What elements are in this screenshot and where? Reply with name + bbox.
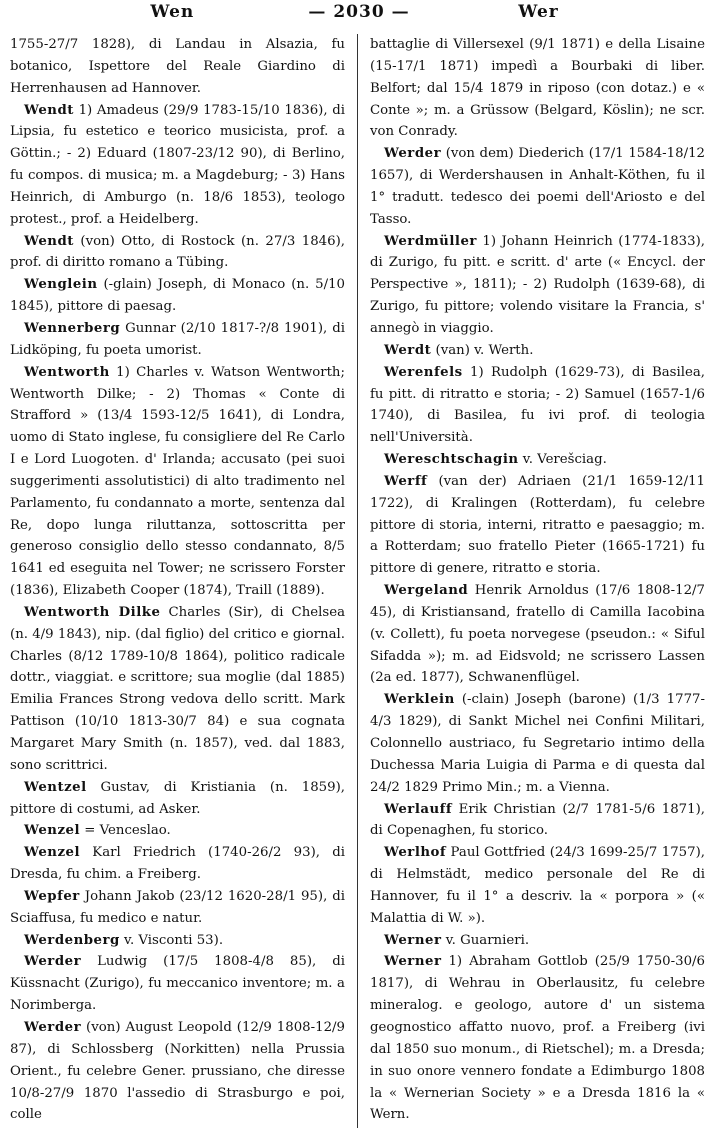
entry-headword: Wendt [24, 233, 74, 249]
entry-text: Gustav, di Kristiania (n. 1859), pittore di costumi, ad Asker. [10, 779, 345, 817]
entry-text: 1) Abraham Gottlob (25/9 1750-30/6 1817), di Wehrau in Oberlausitz, fu celebre mineralog. e geologo, autore d' un sistema geognostico affatto nuovo, prof. a Freiberg (ivi dal 1850 suo monum., di Rietschel); m. a Dresda; in suo onore vennero fondate a Edimburgo 1808 la « Wernerian Society » e a Dresda 1816 la « Wern. [370, 954, 705, 1123]
entry-continuation [370, 34, 705, 143]
dictionary-entry [370, 143, 705, 230]
entry-text: = Venceslao. [84, 823, 171, 839]
dictionary-entry [10, 1017, 345, 1126]
entry-headword: Wenglein [24, 277, 98, 293]
entry-text: battaglie di Villersexel (9/1 1871) e della Lisaine (15-17/1 1871) impedì a Bourbaki di liber. Belfort; dal 15/4 1879 in riposo (con dotaz.) e « Conte »; m. a Grüssow (Belgard, Köslin); ne scr. von Conrady. [370, 37, 705, 140]
entry-headword: Werner [384, 932, 442, 948]
entry-headword: Werder [384, 146, 442, 162]
page-header [0, 2, 718, 32]
entry-text: 1) Amadeus (29/9 1783-15/10 1836), di Lipsia, fu estetico e teorico musicista, prof. a Göttin.; - 2) Eduard (1807-23/12 90), di Berlino, fu compos. di musica; m. a Magdeburg; - 3) Hans Heinrich, di Amburgo (n. 18/6 1853), teologo protest., prof. a Heidelberg. [10, 102, 345, 227]
dictionary-entry [10, 602, 345, 777]
entry-headword: Wentworth [24, 364, 110, 380]
entry-text: 1) Johann Heinrich (1774-1833), di Zurigo, fu pitt. e scritt. d' arte (« Encycl. der Perspective », 1811); - 2) Rudolph (1639-68), di Zurigo, fu pittore; volendo visitare la Francia, s' annegò in viaggio. [370, 233, 705, 336]
column-divider [357, 34, 358, 1128]
entry-text: Gunnar (2/10 1817-?/8 1901), di Lidköping, fu poeta umorist. [10, 320, 345, 358]
entry-text: 1) Charles v. Watson Wentworth; Wentworth Dilke; - 2) Thomas « Conte di Strafford » (13/4 1593-12/5 1641), di Londra, uomo di Stato inglese, fu consigliere del Re Carlo I e Lord Luogoten. d' Irlanda; accusato (pei suoi suggerimenti assolutistici) di alto tradimento nel Parlamento, fu condannato a morte, sentenza dal Re, dopo lunga riluttanza, sottoscritta per generoso consiglio dello stesso condannato, 8/5 1641 ed eseguita nel Tower; ne scrissero Forster (1836), Elizabeth Cooper (1874), Traill (1889). [10, 364, 345, 599]
entry-headword: Werder [24, 1019, 82, 1035]
entry-headword: Wepfer [24, 888, 80, 904]
entry-headword: Wentzel [24, 779, 87, 795]
entry-text: Henrik Arnoldus (17/6 1808-12/7 45), di Kristiansand, fratello di Camilla Iacobina (v. Collett), fu poeta norvegese (pseudon.: « Siful Sifadda »); m. ad Eidsvold; ne scrissero Lassen (2a ed. 1877), Schwanenflügel. [370, 583, 705, 686]
entry-text: (van der) Adriaen (21/1 1659-12/11 1722), di Kralingen (Rotterdam), fu celebre pittore di storia, interni, ritratto e paesaggio; m. a Rotterdam; suo fratello Pieter (1665-1721) fu pittore di genere, ritratto e storia. [370, 473, 705, 577]
dictionary-entry [10, 820, 345, 842]
dictionary-entry [10, 362, 345, 602]
entry-headword: Werlauff [384, 801, 453, 817]
entry-text: (-clain) Joseph (barone) (1/3 1777-4/3 1829), di Sankt Michel nei Confini Militari, Colonnello austriaco, fu Segretario intimo della Duchessa Maria Luigia di Parma e di questa dal 24/2 1829 Primo Min.; m. a Vienna. [370, 692, 705, 795]
dictionary-entry [10, 100, 345, 231]
page-number: — 2030 — [308, 2, 410, 22]
dictionary-entry [10, 930, 345, 952]
entry-headword: Wenzel [24, 823, 81, 839]
entry-headword: Wendt [24, 102, 74, 118]
entry-text: (von dem) Diederich (17/1 1584-18/12 1657), di Werdershausen in Anhalt-Köthen, fu il 1° tradutt. tedesco dei poemi dell'Ariosto e del Tasso. [370, 146, 705, 227]
entry-headword: Werdenberg [24, 932, 120, 948]
entry-headword: Werdt [384, 342, 432, 358]
dictionary-entry [370, 842, 705, 929]
dictionary-entry [10, 231, 345, 275]
entry-text: Paul Gottfried (24/3 1699-25/7 1757), di Helmstädt, medico personale del Re di Hannover, fu il 1° a descriv. la « porpora » (« Malattia di W. »). [370, 845, 706, 926]
entry-headword: Werenfels [384, 364, 463, 380]
dictionary-entry [10, 886, 345, 930]
dictionary-entry [370, 340, 705, 362]
entry-text: Erik Christian (2/7 1781-5/6 1871), di Copenaghen, fu storico. [370, 801, 705, 839]
entry-headword: Wentworth Dilke [24, 604, 161, 620]
dictionary-entry [370, 580, 705, 689]
entry-headword: Werner [384, 954, 442, 970]
left-column [10, 34, 345, 1126]
dictionary-entry [370, 930, 705, 952]
entry-headword: Wenzel [24, 845, 81, 861]
dictionary-entry [10, 951, 345, 1017]
entry-headword: Werdmüller [384, 233, 477, 249]
dictionary-entry [370, 689, 705, 798]
dictionary-entry [370, 231, 705, 340]
entry-text: v. Guarnieri. [445, 932, 530, 948]
entry-text: (-glain) Joseph, di Monaco (n. 5/10 1845), pittore di paesag. [10, 277, 345, 315]
dictionary-entry [10, 274, 345, 318]
dictionary-entry [10, 318, 345, 362]
entry-headword: Wereschtschagin [384, 452, 519, 468]
entry-text: (von) Otto, di Rostock (n. 27/3 1846), prof. di diritto romano a Tübing. [10, 233, 345, 271]
dictionary-entry [370, 951, 705, 1126]
entry-text: Karl Friedrich (1740-26/2 93), di Dresda, fu chim. a Freiberg. [10, 845, 345, 883]
entry-text: v. Visconti 53). [124, 932, 224, 948]
entry-text: 1755-27/7 1828), di Landau in Alsazia, fu botanico, Ispettore del Reale Giardino di Herrenhausen ad Hannover. [10, 37, 345, 96]
entry-text: v. Verešciag. [522, 452, 607, 468]
dictionary-entry [370, 799, 705, 843]
entry-headword: Werder [24, 954, 82, 970]
entry-headword: Werff [384, 473, 428, 489]
entry-headword: Wennerberg [24, 320, 121, 336]
dictionary-entry [370, 362, 705, 449]
running-head-left: Wen [150, 2, 195, 22]
entry-text: Ludwig (17/5 1808-4/8 85), di Küssnacht (Zurigo), fu meccanico inventore; m. a Norimberga. [10, 954, 345, 1014]
running-head-right: Wer [518, 2, 559, 22]
entry-text: (von) August Leopold (12/9 1808-12/9 87), di Schlossberg (Norkitten) nella Prussia Orient., fu celebre Gener. prussiano, che diresse 10/8-27/9 1870 l'assedio di Strasburgo e poi, colle [10, 1019, 345, 1123]
entry-headword: Wergeland [384, 583, 469, 599]
entry-headword: Werklein [384, 692, 455, 708]
entry-text: Johann Jakob (23/12 1620-28/1 95), di Sciaffusa, fu medico e natur. [10, 888, 345, 926]
entry-text: Charles (Sir), di Chelsea (n. 4/9 1843), nip. (dal figlio) del critico e giornal. Charles (8/12 1789-10/8 1864), politico radicale dottr., viaggiat. e scrittore; sua moglie (dal 1885) Emilia Frances Strong vedova dello scritt. Mark Pattison (10/10 1813-30/7 84) e sua cognata Margaret Mary Smith (n. 1857), ved. dal 1883, sono scrittrici. [10, 604, 345, 773]
dictionary-entry [370, 449, 705, 471]
entry-continuation [10, 34, 345, 100]
entry-text: (van) v. Werth. [435, 342, 534, 358]
entry-text: 1) Rudolph (1629-73), di Basilea, fu pitt. di ritratto e storia; - 2) Samuel (1657-1/6 1740), di Basilea, fu ivi prof. di teologia nell'Università. [370, 364, 705, 446]
dictionary-entry [10, 777, 345, 821]
dictionary-entry [370, 471, 705, 580]
entry-headword: Werlhof [384, 845, 447, 861]
right-column [370, 34, 705, 1126]
dictionary-entry [10, 842, 345, 886]
